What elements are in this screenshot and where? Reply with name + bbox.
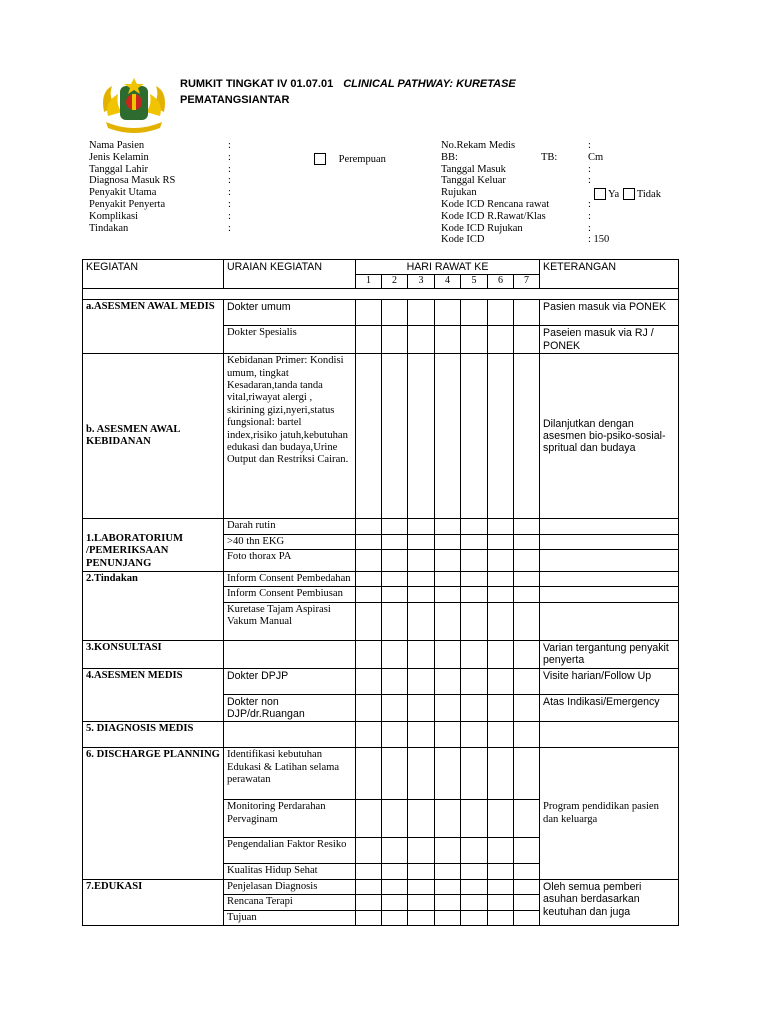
uraian-cell: Identifikasi kebutuhan Edukasi & Latihan selama perawatan	[224, 748, 356, 800]
rujukan-ya-checkbox[interactable]	[594, 188, 606, 200]
patient-info-right-labels	[441, 140, 549, 246]
uraian-cell: Tujuan	[224, 910, 356, 925]
keterangan-cell: Oleh semua pemberi asuhan berdasarkan keutuhan dan juga	[540, 879, 679, 925]
info-sep: :	[228, 175, 231, 187]
table-row	[83, 748, 679, 800]
info-sep: :	[228, 163, 231, 175]
table-row	[83, 879, 679, 894]
gender-label: Perempuan	[338, 154, 386, 165]
uraian-cell: Penjelasan Diagnosis	[224, 879, 356, 894]
info-label: Tanggal Lahir	[89, 163, 149, 175]
info-label: Tanggal Keluar	[441, 175, 506, 187]
section-asesmen-medis: 4.ASESMEN MEDIS	[83, 668, 224, 722]
table-row	[83, 722, 679, 748]
uraian-cell: Kuretase Tajam Aspirasi Vakum Manual	[224, 602, 356, 640]
table-row	[83, 668, 679, 694]
section-diagnosis-medis: 5. DIAGNOSIS MEDIS	[83, 722, 224, 748]
patient-info-left-labels	[89, 140, 175, 234]
info-label: BB:	[441, 151, 458, 163]
uraian-cell: Pengendalian Faktor Resiko	[224, 838, 356, 864]
info-label: Nama Pasien	[89, 140, 145, 151]
table-row	[83, 300, 679, 326]
uraian-cell: Dokter DPJP	[224, 668, 356, 694]
section-konsultasi: 3.KONSULTASI	[83, 640, 224, 668]
clinical-pathway-title: CLINICAL PATHWAY: KURETASE	[343, 78, 516, 90]
info-sep: :	[228, 187, 231, 199]
keterangan-cell: Program pendidikan pasien dan keluarga	[540, 748, 679, 879]
uraian-cell: Dokter Spesialis	[224, 326, 356, 354]
table-row	[83, 354, 679, 519]
info-label: Kode ICD	[441, 234, 485, 246]
uraian-cell: Kualitas Hidup Sehat	[224, 864, 356, 879]
keterangan-cell: Varian tergantung penyakit penyerta	[540, 640, 679, 668]
table-row	[83, 572, 679, 587]
header-hari-rawat: HARI RAWAT KE	[356, 260, 540, 275]
hospital-city: PEMATANGSIANTAR	[180, 94, 290, 106]
info-sep: :	[228, 198, 231, 210]
info-label: Jenis Kelamin	[89, 151, 149, 163]
rujukan-tidak-label: Tidak	[636, 189, 661, 200]
info-sep: :	[228, 222, 231, 234]
info-label: Tanggal Masuk	[441, 163, 506, 175]
info-label: Penyakit Penyerta	[89, 198, 166, 210]
hospital-logo	[98, 72, 170, 136]
header-kegiatan: KEGIATAN	[83, 260, 224, 289]
info-sep: :	[228, 140, 231, 151]
info-sep: :	[588, 140, 591, 151]
gender-checkbox[interactable]	[314, 153, 326, 165]
info-label: Diagnosa Masuk RS	[89, 175, 176, 187]
keterangan-cell: Paseien masuk via RJ / PONEK	[540, 326, 679, 354]
uraian-cell: Dokter non DJP/dr.Ruangan	[224, 694, 356, 722]
header-uraian: URAIAN KEGIATAN	[224, 260, 356, 289]
day-5: 5	[461, 275, 488, 289]
info-sep: :	[588, 222, 591, 234]
gender-option	[314, 153, 386, 166]
section-edukasi: 7.EDUKASI	[83, 879, 224, 925]
uraian-cell: >40 thn EKG	[224, 534, 356, 549]
info-sep: :	[588, 175, 591, 187]
table-header-row	[83, 260, 679, 275]
clinical-pathway-table	[82, 259, 679, 926]
rujukan-tidak-checkbox[interactable]	[623, 188, 635, 200]
rujukan-ya-label: Ya	[608, 189, 620, 200]
info-label: No.Rekam Medis	[441, 140, 516, 151]
uraian-cell: Dokter umum	[224, 300, 356, 326]
day-6: 6	[488, 275, 514, 289]
day-4: 4	[435, 275, 461, 289]
section-tindakan: 2.Tindakan	[83, 572, 224, 641]
day-2: 2	[382, 275, 408, 289]
header-keterangan: KETERANGAN	[540, 260, 679, 289]
hospital-name: RUMKIT TINGKAT IV 01.07.01	[180, 78, 334, 90]
table-spacer-row	[83, 289, 679, 300]
info-sep: : 150	[588, 234, 610, 246]
info-sep: :	[588, 198, 591, 210]
day-7: 7	[514, 275, 540, 289]
info-label: Kode ICD Rencana rawat	[441, 198, 550, 210]
uraian-cell: Foto thorax PA	[224, 550, 356, 572]
section-discharge-planning: 6. DISCHARGE PLANNING	[83, 748, 224, 879]
patient-info-left-seps	[228, 140, 231, 234]
info-label: Kode ICD Rujukan	[441, 222, 523, 234]
keterangan-cell: Dilanjutkan dengan asesmen bio-psiko-sosial-spritual dan budaya	[540, 354, 679, 519]
uraian-cell: Rencana Terapi	[224, 895, 356, 910]
keterangan-cell: Pasien masuk via PONEK	[540, 300, 679, 326]
section-asesmen-awal-kebidanan: b. ASESMEN AWAL KEBIDANAN	[83, 354, 224, 519]
section-laboratorium: 1.LABORATORIUM /PEMERIKSAAN PENUNJANG	[83, 519, 224, 572]
keterangan-cell: Visite harian/Follow Up	[540, 668, 679, 694]
rujukan-options	[594, 188, 661, 201]
info-sep: :	[588, 163, 591, 175]
uraian-cell: Inform Consent Pembedahan	[224, 572, 356, 587]
info-sep: :	[228, 210, 231, 222]
day-3: 3	[408, 275, 435, 289]
info-sep: :	[228, 151, 231, 163]
info-label: Rujukan	[441, 187, 477, 199]
info-label: Tindakan	[89, 222, 129, 234]
uraian-cell: Monitoring Perdarahan Pervaginam	[224, 800, 356, 838]
info-label: Komplikasi	[89, 210, 138, 222]
cm-label: Cm	[588, 152, 604, 163]
day-1: 1	[356, 275, 382, 289]
info-sep: :	[588, 210, 591, 222]
uraian-cell: Kebidanan Primer: Kondisi umum, tingkat Kesadaran,tanda tanda vital,riwayat alergi , skirining gizi,nyeri,status fungsional: bartel index,risiko jatuh,kebutuhan edukasi dan budaya,Urine Output dan Restriksi Cairan.	[224, 354, 356, 519]
keterangan-cell: Atas Indikasi/Emergency	[540, 694, 679, 722]
table-row	[83, 519, 679, 534]
uraian-cell: Darah rutin	[224, 519, 356, 534]
section-asesmen-awal-medis: a.ASESMEN AWAL MEDIS	[83, 300, 224, 354]
uraian-cell: Inform Consent Pembiusan	[224, 587, 356, 602]
info-label: Kode ICD R.Rawat/Klas	[441, 210, 546, 222]
info-label: Penyakit Utama	[89, 187, 157, 199]
table-row	[83, 640, 679, 668]
hospital-header	[180, 76, 516, 108]
tb-label: TB:	[541, 152, 558, 163]
